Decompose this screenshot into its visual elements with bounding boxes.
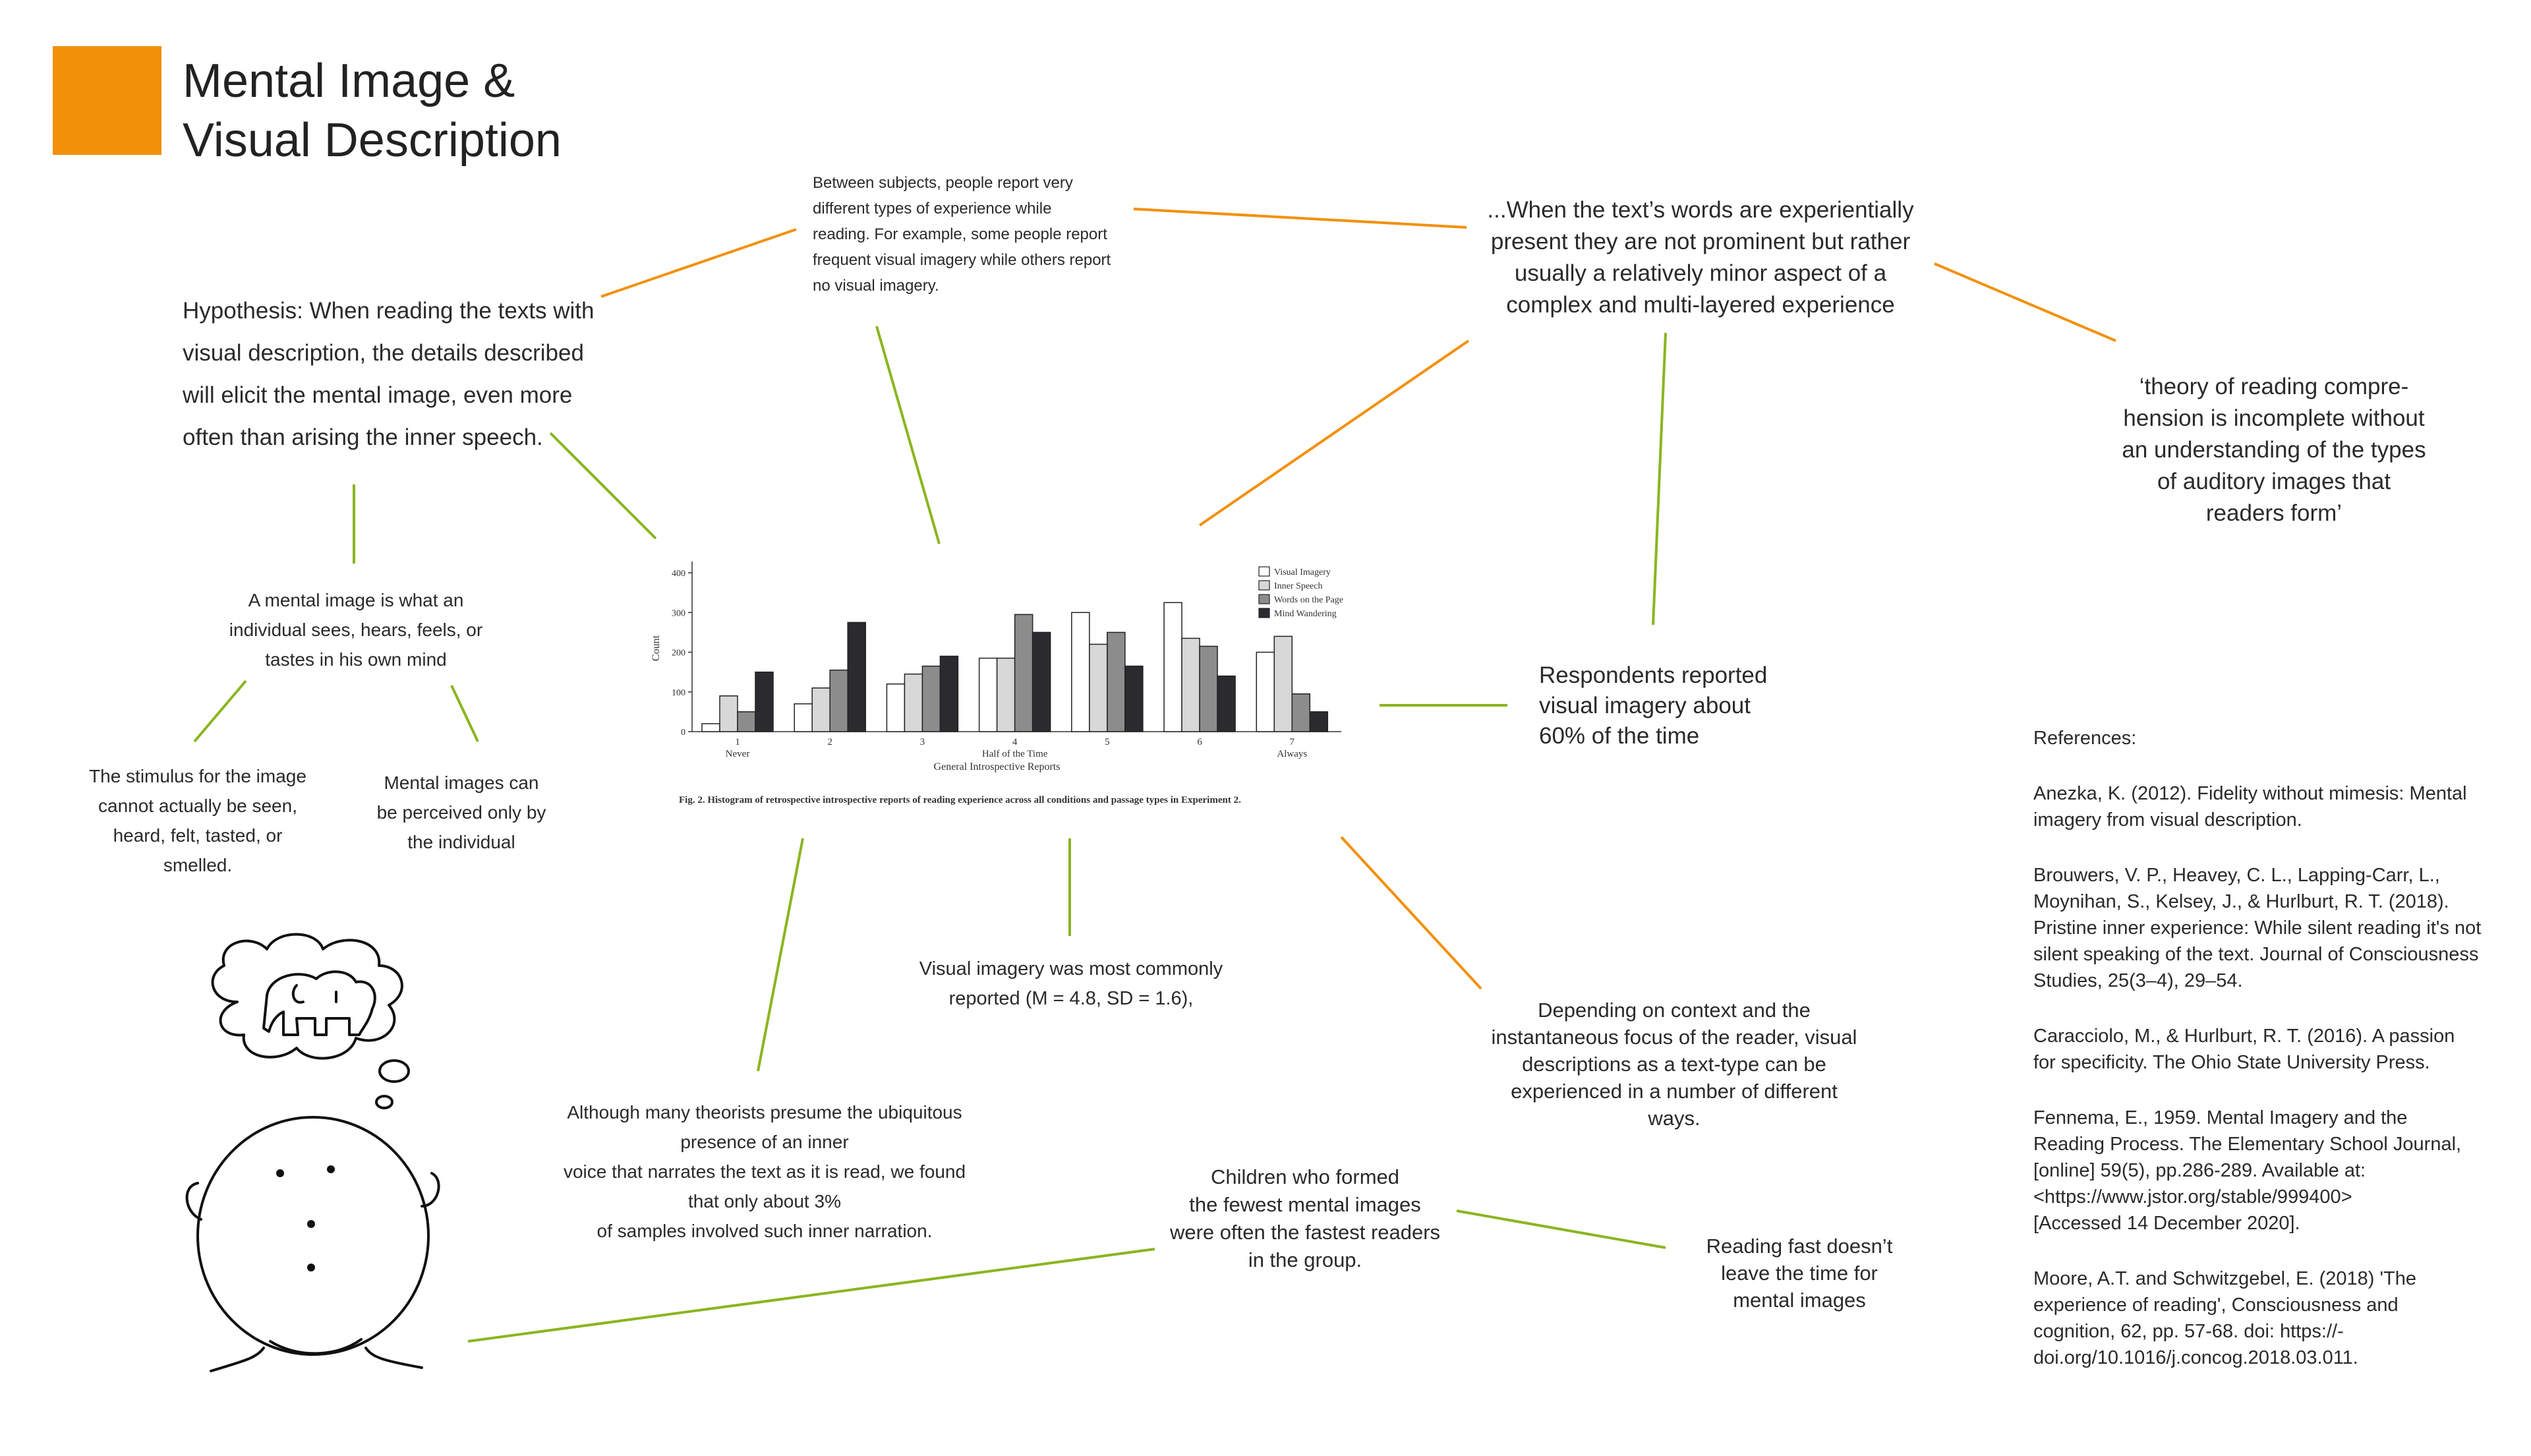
text-line: different types of experience while [813,200,1052,218]
x-tick-label: 6 [1197,737,1202,747]
x-tick-sublabel: Half of the Time [981,749,1048,759]
text-line: presence of an inner [680,1132,849,1152]
reference-item [2033,862,2508,994]
text-line: often than arising the inner speech. [183,424,543,450]
text-line: an understanding of the types [2122,437,2426,463]
connector-between-chart [877,326,939,544]
text-line: tastes in his own mind [265,649,447,670]
text-line: Depending on context and the [1538,999,1811,1022]
text-line: Although many theorists presume the ubiquitous [567,1102,962,1122]
perceived-text [353,768,570,857]
depending-text [1457,997,1892,1132]
histogram-chart [643,550,1374,814]
text-line: usually a relatively minor aspect of a [1514,260,1887,286]
eye-icon [327,1165,335,1173]
y-tick-label: 300 [672,608,685,619]
legend-label: Words on the Page [1274,595,1344,605]
text-line: the individual [407,832,515,852]
bar-visual-imagery [887,684,904,732]
bar-visual-imagery [1256,653,1274,732]
title-line: Mental Image & [183,55,515,107]
title-line: Visual Description [183,114,562,167]
bar-inner-speech [904,674,922,732]
reference-line: Moore, A.T. and Schwitzgebel, E. (2018) 'The [2033,1268,2417,1289]
bar-inner-speech [1274,636,1292,732]
references-section [2033,725,2508,1400]
text-line: heard, felt, tasted, or [113,825,283,846]
reference-item [2033,1023,2508,1076]
connector-chart-depending [1341,837,1481,989]
text-line: Visual imagery was most commonly [919,958,1223,979]
elephant-icon [264,972,375,1035]
x-tick-label: 4 [1012,737,1018,747]
thought-bubble-icon [380,1061,409,1082]
text-line: ...When the text’s words are experientially [1487,197,1914,223]
text-line: no visual imagery. [813,277,939,295]
x-axis-label: General Introspective Reports [933,761,1061,772]
page-title [183,51,562,170]
legend-label: Inner Speech [1274,581,1323,591]
bar-visual-imagery [979,658,997,732]
bar-words-on-the-page [922,666,940,732]
bar-visual-imagery [794,704,812,732]
text-line: reading. For example, some people report [813,225,1107,243]
reference-item [2033,1266,2508,1371]
bar-mind-wandering [1217,676,1235,732]
experiential-text [1434,194,1967,321]
y-axis-label: Count [651,635,662,662]
text-line: The stimulus for the image [89,766,306,786]
reference-line: Pristine inner experience: While silent reading it's not [2033,917,2482,939]
reading-fast-text [1677,1233,1921,1314]
connector-chart-theorists [758,838,803,1071]
x-tick-label: 7 [1289,737,1295,747]
most-common-text [877,954,1266,1014]
reference-line: silent speaking of the text. Journal of Consciousness [2033,944,2479,965]
reference-line: Fennema, E., 1959. Mental Imagery and the [2033,1107,2408,1128]
bar-inner-speech [1090,644,1107,732]
x-tick-sublabel: Never [725,749,750,759]
chart-bars [702,602,1327,732]
legend-label: Mind Wandering [1274,609,1337,619]
reference-item [2033,1105,2508,1237]
bar-words-on-the-page [1107,632,1125,732]
text-line: in the group. [1248,1248,1362,1271]
y-tick-label: 200 [672,648,685,658]
accent-square [53,46,161,155]
text-line: Reading fast doesn’t [1706,1235,1893,1258]
legend-swatch [1259,567,1269,576]
bar-inner-speech [1182,638,1200,732]
bar-visual-imagery [1164,602,1182,732]
x-tick-label: 2 [827,737,832,747]
bar-inner-speech [997,658,1015,732]
text-line: frequent visual imagery while others report [813,251,1111,269]
text-line: Hypothesis: When reading the texts with [183,298,595,324]
child-thinking-illustration [185,929,475,1378]
chart-caption: Fig. 2. Histogram of retrospective introspective reports of reading experience across all conditions and passage types in Experiment 2. [679,795,1241,805]
mouth-icon [307,1264,315,1271]
text-line: will elicit the mental image, even more [183,382,573,408]
text-line: readers form’ [2205,500,2342,526]
legend-label: Visual Imagery [1274,568,1331,577]
reference-line: Caracciolo, M., & Hurlburt, R. T. (2016). A passion [2033,1026,2455,1047]
text-line: ways. [1648,1107,1701,1130]
connector-hypothesis-between [601,229,796,297]
bar-mind-wandering [755,672,773,732]
reference-line: Reading Process. The Elementary School Journal, [2033,1134,2462,1155]
shoulders-icon [211,1348,422,1371]
text-line: that only about 3% [688,1191,841,1211]
stimulus-text [66,761,330,880]
reference-line: imagery from visual description. [2033,809,2302,830]
between-subjects-text [813,170,1111,299]
text-line: smelled. [163,855,233,875]
text-line: present they are not prominent but rather [1490,229,1911,254]
theory-quote [2076,371,2472,529]
reference-item [2033,780,2508,833]
text-line: Mental images can [384,772,539,793]
references-heading: References: [2033,728,2137,749]
reference-line: doi.org/10.1016/j.concog.2018.03.011. [2033,1347,2358,1368]
text-line: of auditory images that [2157,469,2391,494]
bar-words-on-the-page [1015,614,1033,732]
text-line: Between subjects, people report very [813,174,1073,192]
x-tick-label: 3 [919,737,925,747]
text-line: experienced in a number of different [1511,1080,1838,1103]
nose-icon [307,1220,315,1228]
eye-icon [276,1169,284,1177]
bar-mind-wandering [1125,666,1143,732]
head-icon [198,1117,428,1354]
text-line: complex and multi-layered experience [1506,292,1895,318]
bar-words-on-the-page [1200,646,1217,732]
text-line: reported (M = 4.8, SD = 1.6), [948,988,1194,1009]
children-text [1147,1163,1463,1274]
reference-line: [online] 59(5), pp.286-289. Available at: [2033,1160,2366,1181]
connector-experiential-respondents [1653,333,1666,625]
theorists-text [547,1097,982,1246]
legend-swatch [1259,581,1269,590]
mental-image-definition [198,585,514,674]
reference-line: <https://www.jstor.org/stable/999400> [2033,1186,2352,1208]
bar-words-on-the-page [738,712,755,732]
text-line: cannot actually be seen, [98,796,297,816]
references-list [2033,780,2508,1371]
chart-legend [1259,567,1343,619]
bar-mind-wandering [1033,632,1051,732]
reference-line: [Accessed 14 December 2020]. [2033,1213,2300,1234]
connector-experiential-chart [1200,341,1469,525]
text-line: Children who formed [1210,1165,1400,1188]
legend-swatch [1259,595,1269,604]
bar-visual-imagery [1072,612,1090,732]
text-line: were often the fastest readers [1169,1221,1441,1244]
bar-words-on-the-page [1292,694,1310,732]
text-line: descriptions as a text-type can be [1522,1053,1826,1076]
bar-inner-speech [812,688,830,732]
text-line: instantaneous focus of the reader, visual [1491,1026,1857,1049]
reference-line: Brouwers, V. P., Heavey, C. L., Lapping-Carr, L., [2033,865,2440,886]
respondents-text [1539,660,1767,751]
bar-visual-imagery [702,724,720,732]
bar-mind-wandering [940,656,958,732]
text-line: A mental image is what an [248,590,464,610]
thought-bubble-icon [376,1096,392,1108]
x-tick-label: 5 [1105,737,1110,747]
text-line: leave the time for [1721,1262,1878,1285]
bar-inner-speech [720,696,738,732]
connector-def-stimulus [194,681,246,742]
reference-line: experience of reading', Consciousness and [2033,1295,2399,1316]
bar-words-on-the-page [830,670,848,732]
reference-line: Studies, 25(3–4), 29–54. [2033,970,2243,991]
text-line: be perceived only by [376,802,546,823]
connector-between-experiential [1134,209,1467,227]
text-line: visual imagery about [1539,693,1751,718]
bar-mind-wandering [1310,712,1327,732]
text-line: voice that narrates the text as it is read, we found [563,1161,966,1182]
bar-mind-wandering [848,622,865,732]
connector-children-head [468,1249,1155,1341]
connector-def-perceived [451,685,478,742]
x-tick-label: 1 [735,737,740,747]
x-tick-sublabel: Always [1277,749,1308,759]
hypothesis-text [183,290,594,459]
text-line: 60% of the time [1539,723,1700,749]
y-tick-label: 400 [672,569,685,579]
text-line: ‘theory of reading compre- [2139,374,2409,399]
text-line: of samples involved such inner narration. [596,1221,933,1241]
text-line: the fewest mental images [1189,1193,1421,1216]
y-tick-label: 100 [672,687,685,698]
reference-line: cognition, 62, pp. 57-68. doi: https://- [2033,1321,2344,1342]
text-line: individual sees, hears, feels, or [229,620,483,640]
legend-swatch [1259,608,1269,618]
text-line: mental images [1733,1289,1866,1312]
y-tick-label: 0 [681,728,685,738]
reference-line: for specificity. The Ohio State University Press. [2033,1052,2430,1073]
text-line: hension is incomplete without [2123,405,2425,431]
reference-line: Moynihan, S., Kelsey, J., & Hurlburt, R. T. (2018). [2033,891,2449,912]
text-line: visual description, the details described [183,340,584,366]
text-line: Respondents reported [1539,662,1768,688]
connector-children-readingfast [1457,1211,1666,1248]
reference-line: Anezka, K. (2012). Fidelity without mimesis: Mental [2033,783,2467,804]
